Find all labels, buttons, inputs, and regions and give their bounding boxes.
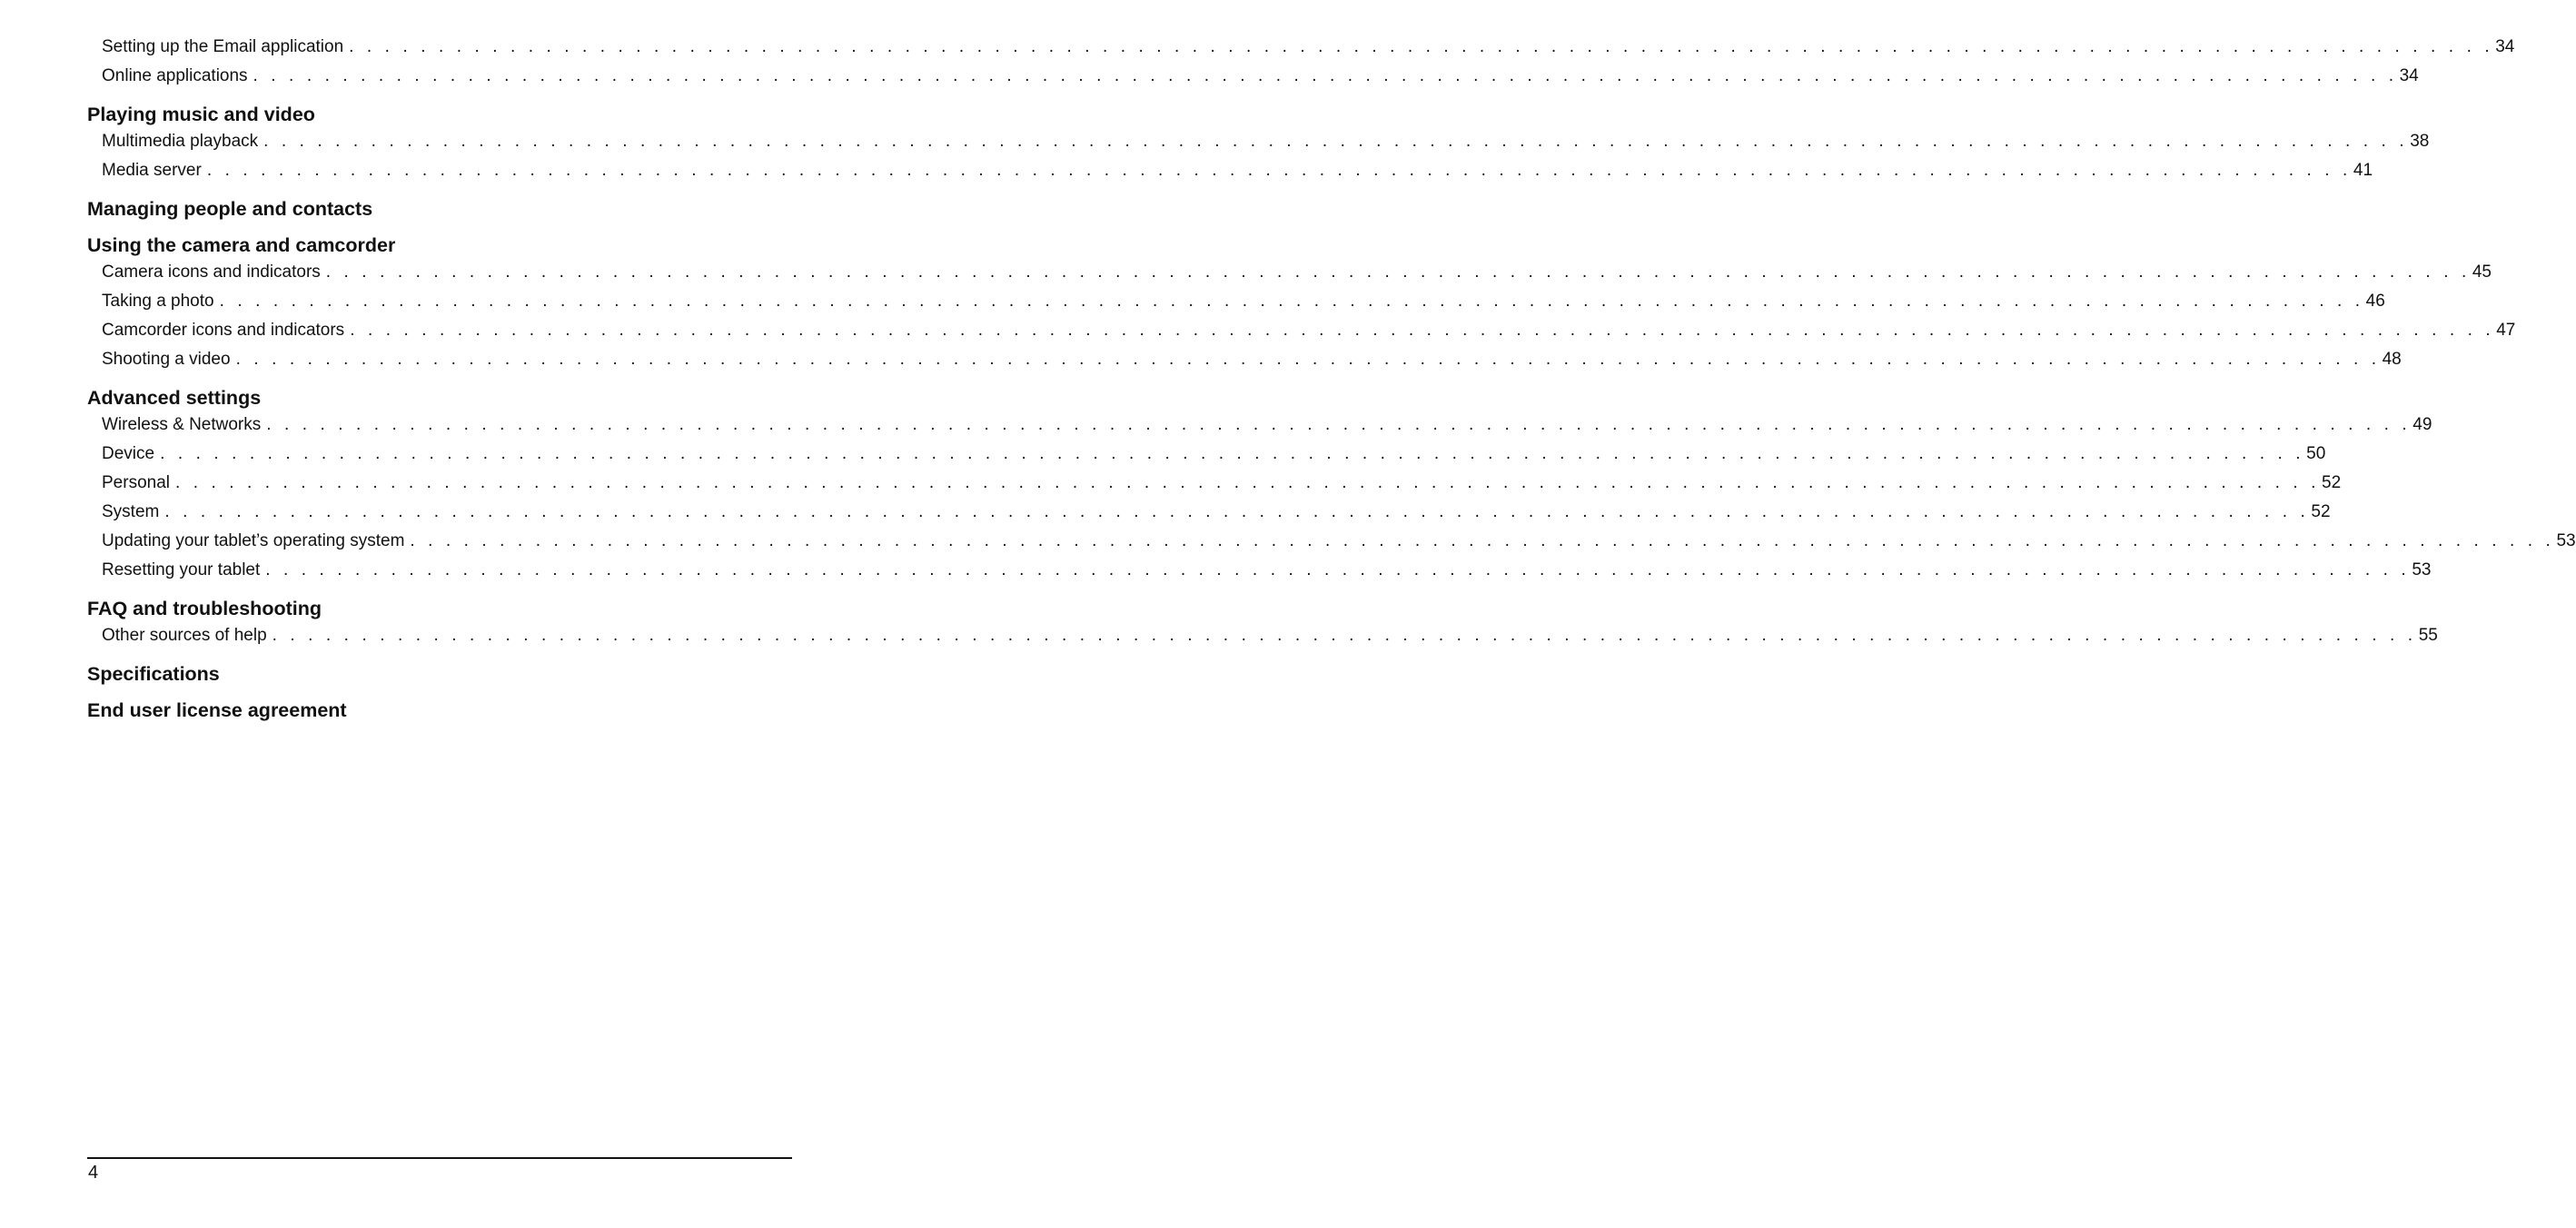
toc-entry-title: Setting up the Email application xyxy=(102,37,344,56)
toc-entry[interactable] xyxy=(102,33,2515,62)
dot-leader: . . . . . . . . . . . . . . . . . . . . . . . . . . . . . . . . . . . . . . . . . . . . . . . . . . . . . . . . . . . . . . . . . . . . . . . . . . . . . . . . . . . . . . . . . . . . . . . . . . . . . . . . . . . . . . . . . . . . . . . . xyxy=(160,444,2305,463)
dot-leader: . . . . . . . . . . . . . . . . . . . . . . . . . . . . . . . . . . . . . . . . . . . . . . . . . . . . . . . . . . . . . . . . . . . . . . . . . . . . . . . . . . . . . . . . . . . . . . . . . . . . . . . . . . . . . . . . . . . . . . . . xyxy=(410,531,2555,550)
toc-entry-page-number: 45 xyxy=(2472,262,2492,282)
toc-entry[interactable] xyxy=(102,127,2430,156)
toc-entry[interactable] xyxy=(102,556,2432,585)
dot-leader: . . . . . . . . . . . . . . . . . . . . . . . . . . . . . . . . . . . . . . . . . . . . . . . . . . . . . . . . . . . . . . . . . . . . . . . . . . . . . . . . . . . . . . . . . . . . . . . . . . . . . . . . . . . . . . . . . . . . . . . . xyxy=(325,262,2471,282)
toc-entry-page-number: 34 xyxy=(2399,66,2419,85)
dot-leader: . . . . . . . . . . . . . . . . . . . . . . . . . . . . . . . . . . . . . . . . . . . . . . . . . . . . . . . . . . . . . . . . . . . . . . . . . . . . . . . . . . . . . . . . . . . . . . . . . . . . . . . . . . . . . . . . . . . . . . . . xyxy=(350,321,2495,340)
toc-entry-title: Camera icons and indicators xyxy=(102,262,321,282)
toc-entry-title: Wireless & Networks xyxy=(102,415,262,434)
toc-section-heading[interactable]: Using the camera and camcorder xyxy=(87,234,396,256)
dot-leader: . . . . . . . . . . . . . . . . . . . . . . . . . . . . . . . . . . . . . . . . . . . . . . . . . . . . . . . . . . . . . . . . . . . . . . . . . . . . . . . . . . . . . . . . . . . . . . . . . . . . . . . . . . . . . . . . . . . . . . . . xyxy=(175,473,2321,492)
toc-entry-title: Resetting your tablet xyxy=(102,560,261,579)
dot-leader: . . . . . . . . . . . . . . . . . . . . . . . . . . . . . . . . . . . . . . . . . . . . . . . . . . . . . . . . . . . . . . . . . . . . . . . . . . . . . . . . . . . . . . . . . . . . . . . . . . . . . . . . . . . . . . . . . . . . . . . . xyxy=(206,161,2352,180)
dot-leader: . . . . . . . . . . . . . . . . . . . . . . . . . . . . . . . . . . . . . . . . . . . . . . . . . . . . . . . . . . . . . . . . . . . . . . . . . . . . . . . . . . . . . . . . . . . . . . . . . . . . . . . . . . . . . . . . . . . . . . . . xyxy=(272,626,2417,645)
toc-entry-page-number: 52 xyxy=(2322,473,2342,492)
toc-entry-page-number: 41 xyxy=(2353,161,2373,180)
toc-entry-page-number: 52 xyxy=(2311,502,2331,521)
toc-entry-title: Media server xyxy=(102,161,202,180)
toc-entry[interactable] xyxy=(102,498,2331,527)
toc-section-heading[interactable]: Advanced settings xyxy=(87,387,262,409)
toc-entry[interactable] xyxy=(102,469,2342,498)
toc-entry-page-number: 47 xyxy=(2496,321,2516,340)
dot-leader: . . . . . . . . . . . . . . . . . . . . . . . . . . . . . . . . . . . . . . . . . . . . . . . . . . . . . . . . . . . . . . . . . . . . . . . . . . . . . . . . . . . . . . . . . . . . . . . . . . . . . . . . . . . . . . . . . . . . . . . . xyxy=(349,37,2494,56)
toc-section-heading[interactable]: FAQ and troubleshooting xyxy=(87,598,322,619)
toc-entry[interactable] xyxy=(102,440,2326,469)
toc-section-heading[interactable]: End user license agreement xyxy=(87,699,347,721)
dot-leader: . . . . . . . . . . . . . . . . . . . . . . . . . . . . . . . . . . . . . . . . . . . . . . . . . . . . . . . . . . . . . . . . . . . . . . . . . . . . . . . . . . . . . . . . . . . . . . . . . . . . . . . . . . . . . . . . . . . . . . . . xyxy=(235,350,2381,369)
toc-entry-page-number: 34 xyxy=(2495,37,2515,56)
toc-entry[interactable] xyxy=(102,621,2438,650)
page-number: 4 xyxy=(88,1163,99,1183)
toc-entry[interactable] xyxy=(102,287,2385,316)
dot-leader: . . . . . . . . . . . . . . . . . . . . . . . . . . . . . . . . . . . . . . . . . . . . . . . . . . . . . . . . . . . . . . . . . . . . . . . . . . . . . . . . . . . . . . . . . . . . . . . . . . . . . . . . . . . . . . . . . . . . . . . . xyxy=(263,132,2409,151)
toc-entry[interactable] xyxy=(102,258,2492,287)
toc-entry-title: Other sources of help xyxy=(102,626,267,645)
toc-entry-title: Camcorder icons and indicators xyxy=(102,321,345,340)
toc-entry[interactable] xyxy=(102,411,2432,440)
toc-entry-page-number: 50 xyxy=(2306,444,2326,463)
toc-entry[interactable] xyxy=(102,527,2576,556)
toc-entry-title: Shooting a video xyxy=(102,350,231,369)
dot-leader: . . . . . . . . . . . . . . . . . . . . . . . . . . . . . . . . . . . . . . . . . . . . . . . . . . . . . . . . . . . . . . . . . . . . . . . . . . . . . . . . . . . . . . . . . . . . . . . . . . . . . . . . . . . . . . . . . . . . . . . . xyxy=(219,292,2364,311)
toc-entry-title: Updating your tablet’s operating system xyxy=(102,531,405,550)
dot-leader: . . . . . . . . . . . . . . . . . . . . . . . . . . . . . . . . . . . . . . . . . . . . . . . . . . . . . . . . . . . . . . . . . . . . . . . . . . . . . . . . . . . . . . . . . . . . . . . . . . . . . . . . . . . . . . . . . . . . . . . . xyxy=(265,560,2411,579)
toc-entry[interactable] xyxy=(102,156,2373,185)
toc-entry[interactable] xyxy=(102,316,2516,345)
table-of-contents xyxy=(87,33,2576,723)
toc-entry-title: Taking a photo xyxy=(102,292,214,311)
dot-leader: . . . . . . . . . . . . . . . . . . . . . . . . . . . . . . . . . . . . . . . . . . . . . . . . . . . . . . . . . . . . . . . . . . . . . . . . . . . . . . . . . . . . . . . . . . . . . . . . . . . . . . . . . . . . . . . . . . . . . . . . xyxy=(164,502,2310,521)
toc-entry-page-number: 46 xyxy=(2365,292,2385,311)
toc-entry-title: System xyxy=(102,502,160,521)
toc-entry-title: Multimedia playback xyxy=(102,132,259,151)
toc-entry[interactable] xyxy=(102,62,2419,91)
toc-entry-page-number: 53 xyxy=(2556,531,2576,550)
toc-entry-title: Personal xyxy=(102,473,170,492)
dot-leader: . . . . . . . . . . . . . . . . . . . . . . . . . . . . . . . . . . . . . . . . . . . . . . . . . . . . . . . . . . . . . . . . . . . . . . . . . . . . . . . . . . . . . . . . . . . . . . . . . . . . . . . . . . . . . . . . . . . . . . . . xyxy=(253,66,2398,85)
toc-section-heading[interactable]: Playing music and video xyxy=(87,104,315,125)
toc-entry-page-number: 55 xyxy=(2418,626,2438,645)
toc-entry-page-number: 38 xyxy=(2410,132,2430,151)
toc-entry-page-number: 48 xyxy=(2382,350,2402,369)
toc-entry-title: Device xyxy=(102,444,155,463)
toc-section-heading[interactable]: Managing people and contacts xyxy=(87,198,373,220)
toc-section-heading[interactable]: Specifications xyxy=(87,663,220,685)
toc-entry-page-number: 49 xyxy=(2413,415,2432,434)
dot-leader: . . . . . . . . . . . . . . . . . . . . . . . . . . . . . . . . . . . . . . . . . . . . . . . . . . . . . . . . . . . . . . . . . . . . . . . . . . . . . . . . . . . . . . . . . . . . . . . . . . . . . . . . . . . . . . . . . . . . . . . . xyxy=(266,415,2412,434)
toc-entry-title: Online applications xyxy=(102,66,248,85)
toc-entry-page-number: 53 xyxy=(2412,560,2432,579)
footer-divider xyxy=(87,1157,792,1159)
toc-entry[interactable] xyxy=(102,345,2402,374)
